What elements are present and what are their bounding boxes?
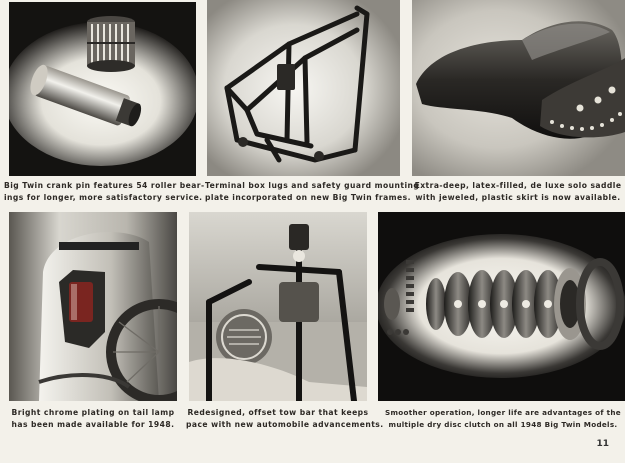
caption-line: with jeweled, plastic skirt is now available. bbox=[415, 193, 621, 202]
tow-bar-photo bbox=[189, 212, 367, 401]
caption-line: multiple dry disc clutch on all 1948 Big Twin Models. bbox=[388, 420, 618, 429]
tow-bar-caption bbox=[186, 407, 384, 431]
caption-line: plate incorporated on new Big Twin frames. bbox=[205, 193, 411, 202]
clutch-caption bbox=[383, 407, 623, 431]
caption-line: Redesigned, offset tow bar that keeps bbox=[187, 408, 369, 417]
saddle-photo bbox=[412, 0, 625, 176]
caption-line: Smoother operation, longer life are advantages of the bbox=[385, 408, 621, 417]
caption-line: Big Twin crank pin features 54 roller bear- bbox=[4, 181, 205, 190]
crank-pin-caption bbox=[4, 180, 205, 204]
saddle-caption bbox=[414, 180, 622, 204]
caption-line: ings for longer, more satisfactory service. bbox=[4, 193, 203, 202]
crank-pin-photo bbox=[9, 2, 196, 176]
frame-caption bbox=[205, 180, 420, 204]
tail-lamp-photo bbox=[9, 212, 177, 401]
caption-line: has been made available for 1948. bbox=[11, 420, 175, 429]
caption-line: Terminal box lugs and safety guard mounting bbox=[205, 181, 420, 190]
caption-line: pace with new automobile advancements. bbox=[186, 420, 384, 429]
frame-photo bbox=[207, 0, 400, 176]
caption-line: Extra-deep, latex-filled, de luxe solo saddle bbox=[414, 181, 622, 190]
caption-line: Bright chrome plating on tail lamp bbox=[11, 408, 175, 417]
page-number: 11 bbox=[596, 439, 609, 449]
tail-lamp-caption bbox=[6, 407, 180, 431]
clutch-photo bbox=[378, 212, 625, 401]
